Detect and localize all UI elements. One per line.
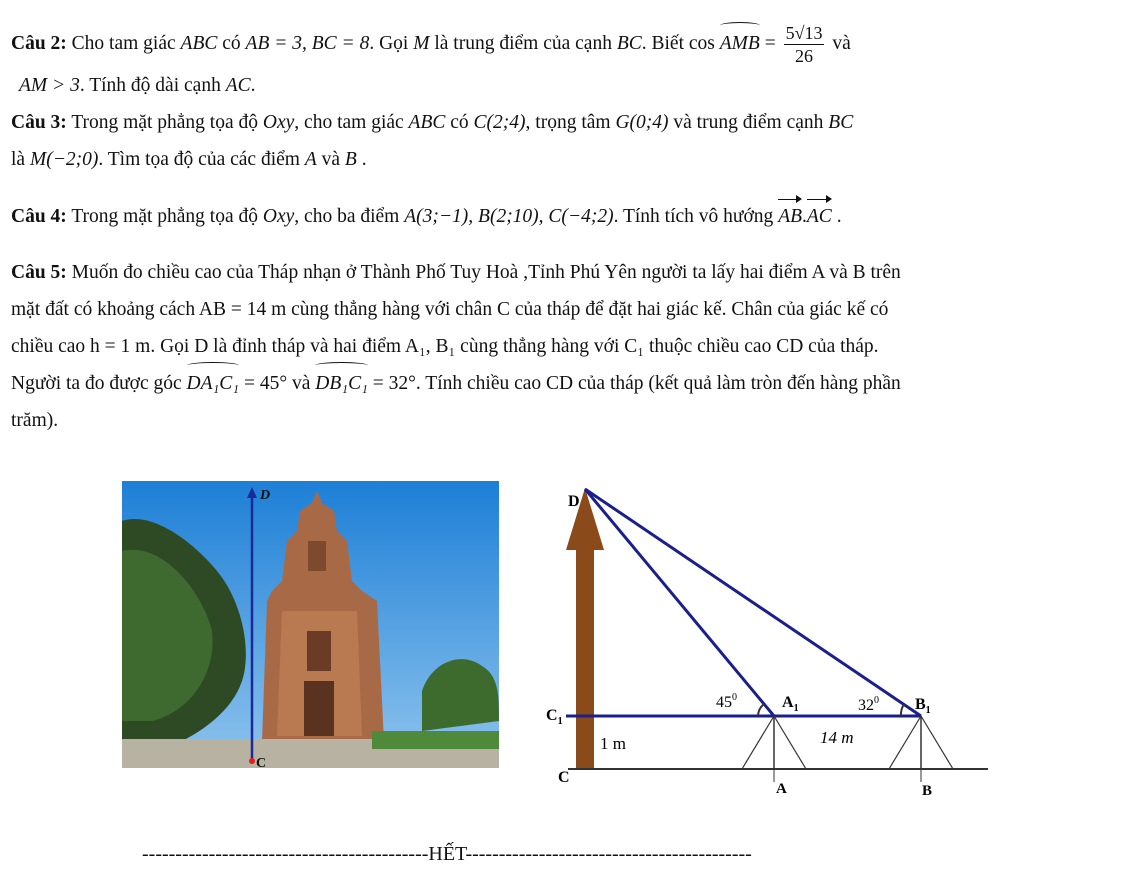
angle-da1c1: DA₁C₁ bbox=[187, 365, 240, 402]
math: Oxy bbox=[262, 112, 295, 133]
question-4 bbox=[11, 198, 1129, 235]
text: . bbox=[250, 75, 256, 96]
angle-arc-32 bbox=[901, 704, 904, 716]
degree-sign: 0 bbox=[732, 692, 737, 703]
label-c: C bbox=[558, 769, 570, 786]
text: . Tính tích vô hướng bbox=[613, 206, 779, 227]
text: Cho tam giác bbox=[66, 32, 181, 54]
tower-door bbox=[304, 681, 334, 736]
question-3-label: Câu 3: bbox=[11, 112, 67, 133]
math: A bbox=[304, 149, 317, 170]
text: . Tìm tọa độ của các điểm bbox=[98, 149, 305, 170]
text: có bbox=[217, 32, 246, 54]
angle-label-32-value: 32 bbox=[858, 697, 874, 714]
text: . bbox=[831, 206, 842, 227]
question-5-label: Câu 5: bbox=[11, 262, 67, 283]
math: AB = 3, BC = 8 bbox=[245, 32, 370, 54]
question-2-label: Câu 2: bbox=[11, 32, 67, 54]
photo-label-d: D bbox=[260, 488, 271, 503]
label-a1 bbox=[782, 694, 799, 714]
text: Trong mặt phẳng tọa độ bbox=[66, 112, 263, 133]
text: , cho tam giác bbox=[294, 112, 409, 133]
math: = bbox=[759, 32, 781, 54]
tripod-b-leg bbox=[921, 716, 953, 769]
fraction-denominator: 26 bbox=[795, 46, 814, 66]
grass bbox=[372, 731, 499, 749]
label-b: B bbox=[922, 783, 933, 799]
height-1m-label: 1 m bbox=[600, 734, 626, 753]
dashes-left: ------------------------------------------- bbox=[142, 843, 429, 865]
math: M(−2;0) bbox=[29, 149, 99, 170]
text: Trong mặt phẳng tọa độ bbox=[66, 206, 263, 227]
tripod-a-leg bbox=[742, 716, 774, 769]
label-c1-sub: 1 bbox=[557, 716, 563, 727]
question-4-label: Câu 4: bbox=[11, 206, 67, 227]
math: BC bbox=[828, 112, 854, 133]
text: , cho ba điểm bbox=[294, 206, 405, 227]
angle-label-32 bbox=[858, 695, 879, 714]
text: mặt đất có khoảng cách AB = 14 m cùng thẳng hàng với chân C của tháp để đặt hai giác kế. Chân của giác kế có bbox=[11, 299, 889, 320]
math: B bbox=[344, 149, 357, 170]
text: và trung điểm cạnh bbox=[668, 112, 829, 133]
vector-ab: AB bbox=[778, 198, 802, 235]
text: và bbox=[316, 149, 345, 170]
label-a1-text: A bbox=[782, 694, 794, 711]
label-a1-sub: 1 bbox=[793, 703, 799, 714]
tower-window bbox=[307, 631, 331, 671]
text: là bbox=[11, 149, 30, 170]
math: AC bbox=[225, 75, 251, 96]
label-b1-sub: 1 bbox=[925, 705, 931, 716]
fraction-numerator: 5√13 bbox=[785, 23, 823, 43]
sight-line-a1 bbox=[585, 489, 774, 716]
angle-amb: AMB bbox=[720, 25, 760, 62]
text: trăm). bbox=[11, 410, 59, 431]
label-a: A bbox=[776, 781, 787, 797]
label-b1-text: B bbox=[915, 696, 926, 713]
text: Muốn đo chiều cao của Tháp nhạn ở Thành Phố Tuy Hoà ,Tỉnh Phú Yên người ta lấy hai điểm A và B trên bbox=[66, 262, 901, 283]
tower-photo-illustration bbox=[122, 481, 499, 768]
measurement-diagram bbox=[538, 482, 992, 802]
text: . Biết bbox=[641, 32, 689, 54]
angle-label-45 bbox=[716, 692, 737, 711]
math: G(0;4) bbox=[615, 112, 669, 133]
math: ABC bbox=[180, 32, 218, 54]
math: . bbox=[802, 206, 807, 227]
text: là trung điểm của cạnh bbox=[429, 32, 617, 54]
text: và bbox=[827, 32, 851, 54]
text: Người ta đo được góc bbox=[11, 373, 187, 394]
text: chiều cao h = 1 m. Gọi D là đỉnh tháp và hai điểm A₁, B₁ cùng thẳng hàng với C₁ thuộc chiều cao CD của tháp. bbox=[11, 336, 879, 357]
angle-db1c1: DB₁C₁ bbox=[315, 365, 368, 402]
text: = 45° và bbox=[239, 373, 316, 394]
angle-arc-45 bbox=[758, 704, 764, 716]
math-cos: cos bbox=[688, 32, 720, 54]
tower-niche bbox=[308, 541, 326, 571]
tripod-b-leg bbox=[889, 716, 921, 769]
text: , trọng tâm bbox=[525, 112, 616, 133]
end-word: HẾT bbox=[428, 843, 466, 865]
text: . bbox=[356, 149, 367, 170]
math: M bbox=[413, 32, 430, 54]
label-c1-text: C bbox=[546, 707, 558, 724]
question-3 bbox=[11, 104, 1129, 178]
math: A(3;−1), B(2;10), C(−4;2) bbox=[404, 206, 614, 227]
measurement-diagram-svg bbox=[538, 482, 992, 802]
text: . Gọi bbox=[369, 32, 414, 54]
degree-sign: 0 bbox=[874, 695, 879, 706]
base-point bbox=[249, 758, 255, 764]
math: Oxy bbox=[262, 206, 295, 227]
end-marker bbox=[142, 840, 992, 868]
text: = 32°. Tính chiều cao CD của tháp (kết quả làm tròn đến hàng phần bbox=[367, 373, 901, 394]
tower-photo bbox=[122, 481, 499, 768]
fraction bbox=[784, 22, 825, 67]
text: có bbox=[445, 112, 474, 133]
vector-ac: AC bbox=[807, 198, 832, 235]
tower-arrow-shaft bbox=[576, 548, 594, 768]
dashes-right: ------------------------------------------- bbox=[465, 843, 752, 865]
math: BC bbox=[616, 32, 642, 54]
photo-label-c: C bbox=[256, 756, 267, 768]
angle-label-45-value: 45 bbox=[716, 694, 732, 711]
label-d: D bbox=[568, 493, 580, 510]
math: AM > 3 bbox=[19, 75, 80, 96]
text: . Tính độ dài cạnh bbox=[79, 75, 226, 96]
tripod-a-leg bbox=[774, 716, 806, 769]
math: C(2;4) bbox=[473, 112, 526, 133]
question-2 bbox=[11, 22, 1129, 104]
label-c1 bbox=[546, 707, 563, 727]
math: ABC bbox=[408, 112, 446, 133]
question-5 bbox=[11, 254, 1129, 439]
sight-line-b1 bbox=[585, 489, 921, 716]
distance-14m-label: 14 m bbox=[820, 728, 854, 747]
